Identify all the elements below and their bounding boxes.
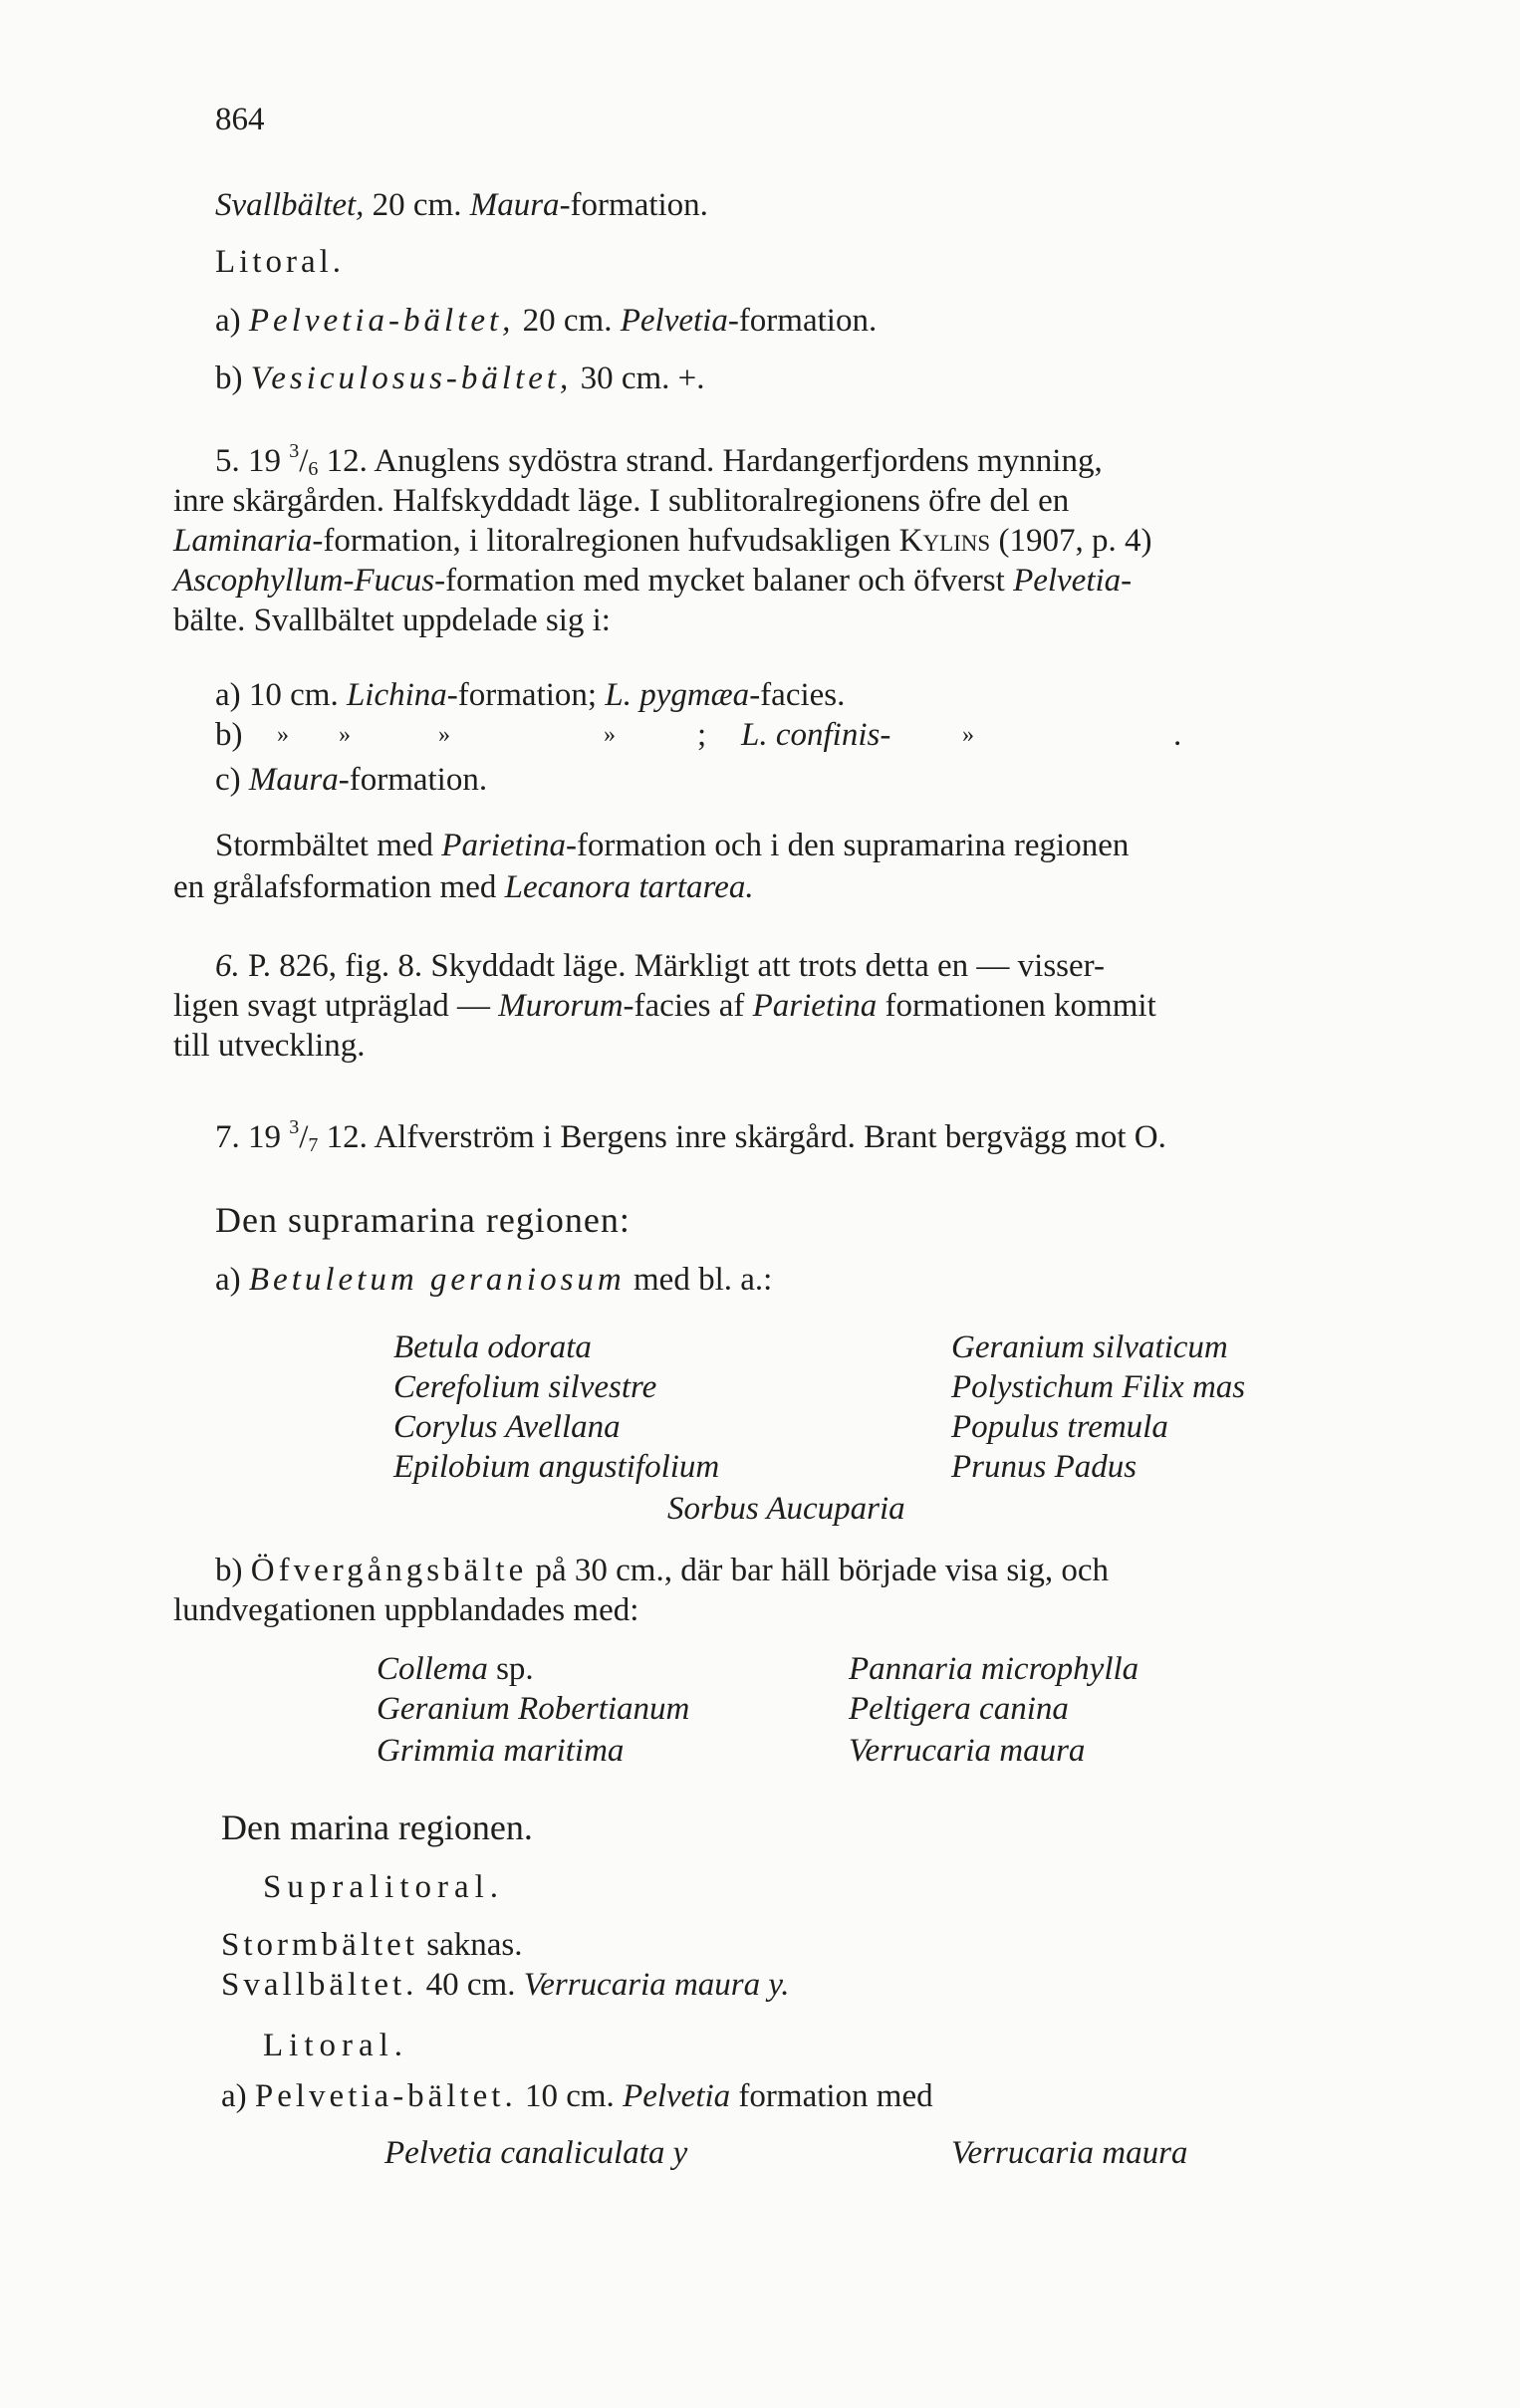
text-line: bälte. Svallbältet uppdelade sig i: [173, 602, 611, 638]
text-line [221, 1925, 522, 1965]
fraction-slash: / [299, 1119, 309, 1155]
text-line [215, 675, 845, 715]
text-span: med bl. a.: [625, 1262, 773, 1298]
text-span: sp. [487, 1651, 534, 1687]
text-line [173, 986, 1156, 1026]
text-span: Svallbältet, [215, 187, 365, 223]
text-span: formation med [730, 2078, 933, 2114]
species-name: Verrucaria maura [849, 1733, 1086, 1769]
text-span: P. 826, fig. 8. Skyddadt läge. Märkligt att trots detta en — visser- [239, 948, 1105, 984]
species-name: Sorbus Aucuparia [667, 1491, 905, 1527]
text-span: 7. 19 [215, 1119, 290, 1155]
ditto-mark: » [277, 722, 289, 748]
species-name: Prunus Padus [951, 1449, 1138, 1485]
text-span: Vesiculosus-bältet, [250, 361, 573, 396]
text-span: (1907, p. 4) [990, 523, 1152, 559]
text-span: Svallbältet. [221, 1967, 418, 2003]
text-span: Pelvetia- [1013, 563, 1133, 599]
text-span: Ascophyllum-Fucus [173, 563, 435, 599]
text-span: Lecanora tartarea. [504, 869, 754, 905]
text-line: L. confinis- [741, 717, 891, 753]
species-name [377, 1649, 534, 1689]
ditto-mark: » [962, 722, 974, 748]
text-span: en grålafsformation med [173, 869, 505, 905]
text-line [221, 2076, 933, 2116]
species-name: Pannaria microphylla [849, 1651, 1140, 1687]
text-line [215, 826, 1129, 865]
fraction-numerator: 3 [289, 440, 300, 462]
species-name: Betula odorata [393, 1329, 592, 1365]
species-name: Pelvetia canaliculata y [384, 2135, 688, 2171]
text-line [215, 760, 487, 800]
text-span: 6. [215, 948, 240, 984]
text-line: Litoral. [215, 244, 346, 280]
text-span: -formation. [727, 303, 878, 339]
text-line [215, 359, 705, 398]
text-span: ligen svagt utpräglad — [173, 988, 499, 1024]
text-span: 20 cm. [514, 303, 621, 339]
text-line [173, 561, 1132, 601]
text-span: 20 cm. [364, 187, 470, 223]
species-name: Polystichum Filix mas [951, 1369, 1246, 1405]
text-span: Stormbältet med [215, 828, 442, 863]
text-line [173, 867, 754, 907]
ditto-mark: » [604, 722, 616, 748]
text-span: -facies. [749, 677, 846, 713]
text-span: -formation, i litoralregionen hufvudsakligen [312, 523, 899, 559]
text-line [215, 441, 1103, 481]
text-line: inre skärgården. Halfskyddadt läge. I sublitoralregionens öfre del en [173, 483, 1070, 519]
text-span: 5. 19 [215, 443, 290, 479]
section-heading: Den supramarina regionen: [215, 1200, 631, 1240]
text-line [221, 1965, 789, 2005]
text-span: Pelvetia-bältet. [254, 2078, 517, 2114]
text-span: -formation. [559, 187, 708, 223]
text-line [215, 1117, 1166, 1157]
species-name: Populus tremula [951, 1409, 1168, 1445]
text-span: b) [215, 1553, 251, 1588]
page-number: 864 [215, 102, 265, 137]
text-span: c) [215, 762, 249, 798]
text-span: Collema [377, 1651, 488, 1687]
species-name: Geranium silvaticum [951, 1329, 1228, 1365]
text-span: -formation och i den supramarina regionen [565, 828, 1130, 863]
species-name: Verrucaria maura [951, 2135, 1188, 2171]
text-span: saknas. [417, 1927, 523, 1963]
text-span: Verrucaria maura y. [523, 1967, 790, 2003]
text-span: Parietina [441, 828, 566, 863]
subsection-heading: Supralitoral. [263, 1869, 505, 1905]
text-span: a) [215, 1262, 249, 1298]
text-span: a) [215, 303, 249, 339]
fraction-denominator: 6 [308, 458, 319, 480]
text-span: formationen kommit [877, 988, 1156, 1024]
text-line: lundvegationen uppblandades med: [173, 1592, 639, 1628]
ditto-mark: » [339, 722, 351, 748]
text-span: Pelvetia [620, 303, 728, 339]
text-span: -formation; [446, 677, 606, 713]
text-span: -facies af [623, 988, 753, 1024]
text-line [173, 521, 1151, 561]
text-span: Maura [469, 187, 560, 223]
text-span: Murorum [498, 988, 624, 1024]
species-name: Grimmia maritima [377, 1733, 625, 1769]
text-span: Öfvergångsbälte [250, 1553, 528, 1588]
text-line: till utveckling. [173, 1028, 366, 1064]
text-span: -formation. [338, 762, 488, 798]
text-span: Pelvetia-bältet, [248, 303, 515, 339]
subsection-heading: Litoral. [263, 2028, 409, 2063]
text-span: a) 10 cm. [215, 677, 347, 713]
text-line [215, 1260, 772, 1300]
species-name: Corylus Avellana [393, 1409, 621, 1445]
fraction-slash: / [299, 443, 309, 479]
species-name: Cerefolium silvestre [393, 1369, 657, 1405]
section-heading: Den marina regionen. [221, 1807, 533, 1847]
text-span: på 30 cm., där bar häll började visa sig, och [527, 1553, 1109, 1588]
text-span: L. pygmæa [605, 677, 750, 713]
text-span: Betuletum geraniosum [248, 1262, 626, 1298]
text-span: 10 cm. [516, 2078, 624, 2114]
text-line [215, 1551, 1109, 1590]
fraction-denominator: 7 [308, 1134, 319, 1156]
text-span: 12. Alfverström i Bergens inre skärgård. Brant bergvägg mot O. [318, 1119, 1166, 1155]
text-span: -formation med mycket balaner och öfverst [434, 563, 1014, 599]
text-span: Pelvetia [623, 2078, 731, 2114]
text-line [215, 301, 877, 341]
text-span: 30 cm. +. [572, 361, 705, 396]
text-line: ; [697, 717, 707, 753]
text-span: b) [215, 361, 251, 396]
text-line: b) [215, 717, 243, 753]
text-line [215, 946, 1105, 986]
species-name: Epilobium angustifolium [393, 1449, 720, 1485]
text-span: Stormbältet [221, 1927, 418, 1963]
species-name: Peltigera canina [849, 1691, 1069, 1727]
ditto-mark: » [438, 722, 450, 748]
text-span: 40 cm. [417, 1967, 524, 2003]
text-span: Laminaria [173, 523, 313, 559]
author-name: Kylins [898, 523, 991, 559]
fraction-numerator: 3 [289, 1116, 300, 1138]
text-span: Lichina [346, 677, 447, 713]
species-name: Geranium Robertianum [377, 1691, 690, 1727]
text-line: . [1173, 717, 1182, 753]
text-span: Parietina [752, 988, 878, 1024]
text-span: Maura [248, 762, 339, 798]
text-span: a) [221, 2078, 255, 2114]
text-line [215, 185, 708, 225]
text-span: 12. Anuglens sydöstra strand. Hardangerfjordens mynning, [318, 443, 1103, 479]
